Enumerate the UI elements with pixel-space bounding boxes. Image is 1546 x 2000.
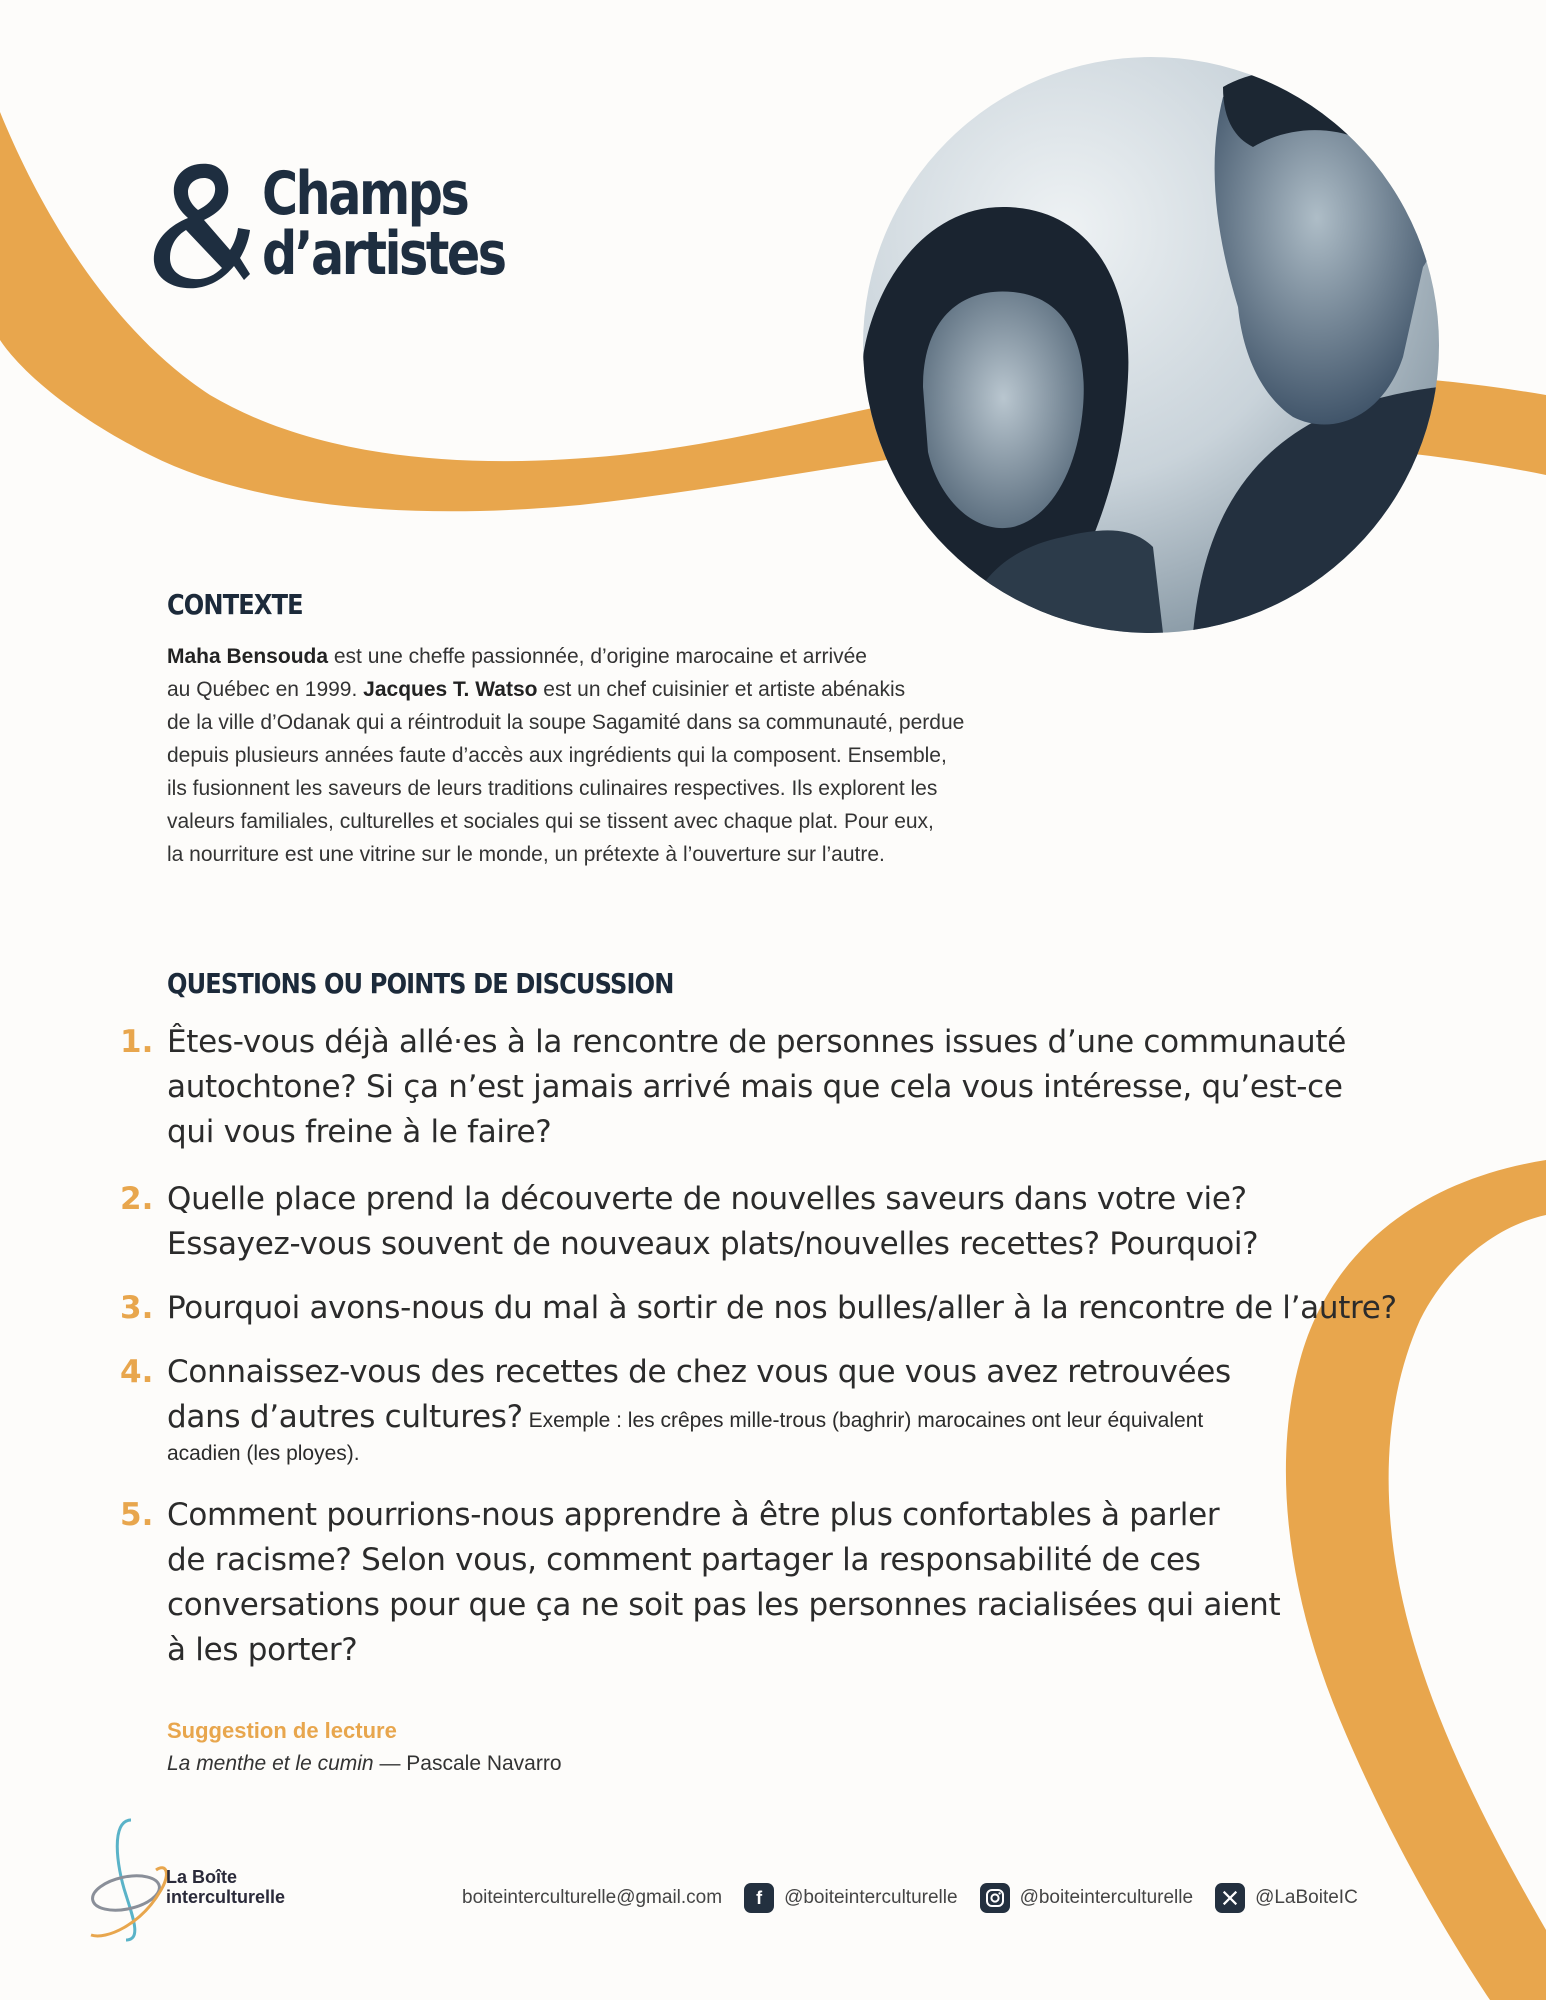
email-link[interactable]: boiteinterculturelle@gmail.com	[462, 1887, 723, 1908]
question-number: 5.	[120, 1497, 154, 1533]
context-line: de la ville d’Odanak qui a réintroduit la soupe Sagamité dans sa communauté, perdue	[167, 711, 965, 734]
question-line: Êtes-vous déjà allé·es à la rencontre de personnes issues d’une communauté	[167, 1024, 1346, 1060]
context-text-span: au Québec en 1999.	[167, 678, 364, 701]
brand-logo	[146, 159, 505, 300]
question-line: conversations pour que ça ne soit pas les personnes racialisées qui aient	[167, 1587, 1281, 1623]
context-name-maha: Maha Bensouda	[167, 645, 329, 668]
x-contact[interactable]	[1215, 1883, 1358, 1913]
question-line: Connaissez-vous des recettes de chez vous que vous avez retrouvées	[167, 1354, 1231, 1390]
context-heading: CONTEXTE	[167, 588, 303, 621]
questions-heading: QUESTIONS OU POINTS DE DISCUSSION	[167, 967, 674, 1000]
context-text-span: est un chef cuisinier et artiste abénakis	[537, 678, 906, 701]
question-line: Quelle place prend la découverte de nouvelles saveurs dans votre vie?	[167, 1181, 1247, 1217]
question-text	[167, 1020, 1347, 1155]
email-contact[interactable]	[462, 1887, 722, 1909]
question-number: 3.	[120, 1290, 154, 1326]
context-line: la nourriture est une vitrine sur le monde, un prétexte à l’ouverture sur l’autre.	[167, 843, 885, 866]
question-example: Exemple : les crêpes mille-trous (baghrir) marocaines ont leur équivalent	[522, 1409, 1204, 1432]
question-number: 4.	[120, 1354, 154, 1390]
footer-contacts	[462, 1880, 1380, 1916]
facebook-icon: f	[744, 1883, 774, 1913]
question-text	[167, 1493, 1347, 1673]
instagram-icon	[980, 1883, 1010, 1913]
question-line	[167, 1395, 1347, 1440]
org-name-line2: interculturelle	[166, 1887, 286, 1907]
book-author: — Pascale Navarro	[373, 1752, 562, 1775]
question-line: Essayez-vous souvent de nouveaux plats/nouvelles recettes? Pourquoi?	[167, 1226, 1259, 1262]
ampersand-leaf-icon	[146, 160, 250, 290]
org-name-line1: La Boîte	[166, 1867, 238, 1887]
brand-title-line1: Champs	[262, 159, 468, 229]
org-logo-icon	[86, 1815, 176, 1945]
question-line: autochtone? Si ça n’est jamais arrivé mais que cela vous intéresse, qu’est-ce	[167, 1069, 1343, 1105]
context-name-jacques: Jacques T. Watso	[363, 678, 538, 701]
instagram-contact[interactable]	[980, 1883, 1194, 1913]
context-line: depuis plusieurs années faute d’accès aux ingrédients qui la composent. Ensemble,	[167, 744, 947, 767]
question-text	[167, 1177, 1347, 1267]
facebook-contact[interactable]	[744, 1883, 958, 1913]
facebook-handle[interactable]: @boiteinterculturelle	[784, 1887, 958, 1908]
question-text	[167, 1350, 1347, 1468]
x-handle[interactable]: @LaBoiteIC	[1255, 1887, 1358, 1908]
brand-title-line2: d’artistes	[262, 219, 505, 289]
question-number: 1.	[120, 1024, 154, 1060]
question-line: de racisme? Selon vous, comment partager la responsabilité de ces	[167, 1542, 1201, 1578]
instagram-handle[interactable]: @boiteinterculturelle	[1019, 1887, 1194, 1908]
question-number: 2.	[120, 1181, 154, 1217]
x-icon	[1215, 1883, 1245, 1913]
question-line: Comment pourrions-nous apprendre à être plus confortables à parler	[167, 1497, 1220, 1533]
context-paragraph	[167, 640, 1047, 871]
question-line: à les porter?	[167, 1632, 358, 1668]
org-name	[166, 1867, 285, 1907]
book-title: La menthe et le cumin	[167, 1752, 374, 1775]
chefs-photo	[863, 57, 1439, 633]
context-text-span: est une cheffe passionnée, d’origine marocaine et arrivée	[328, 645, 867, 668]
context-line: valeurs familiales, culturelles et sociales qui se tissent avec chaque plat. Pour eux,	[167, 810, 934, 833]
context-line	[167, 640, 1047, 673]
reading-suggestion-book	[167, 1752, 562, 1776]
brand-title	[262, 159, 505, 289]
reading-suggestion-label: Suggestion de lecture	[167, 1718, 397, 1743]
context-line	[167, 673, 1047, 706]
question-text	[167, 1286, 1397, 1331]
question-line: qui vous freine à le faire?	[167, 1114, 552, 1150]
question-line-span: dans d’autres cultures?	[167, 1399, 523, 1435]
context-line: ils fusionnent les saveurs de leurs traditions culinaires respectives. Ils explorent les	[167, 777, 938, 800]
question-example-continued: acadien (les ployes).	[167, 1442, 360, 1465]
org-logo	[86, 1815, 326, 1945]
question-line: Pourquoi avons-nous du mal à sortir de nos bulles/aller à la rencontre de l’autre?	[167, 1290, 1397, 1326]
